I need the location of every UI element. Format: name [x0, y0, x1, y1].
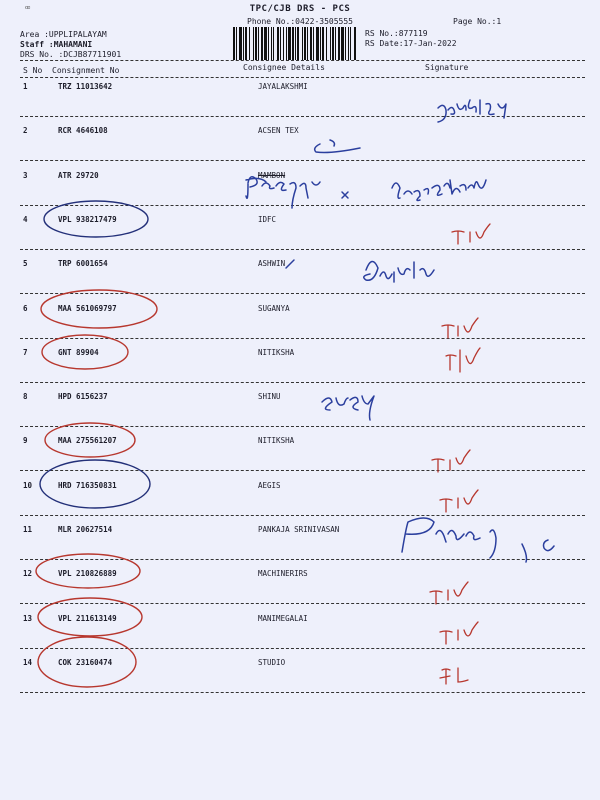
barcode-bar [302, 27, 303, 60]
row-serial-number: 6 [23, 304, 28, 313]
tiv-mark [432, 450, 470, 472]
barcode-bar [322, 27, 324, 60]
row-consignee-name: MAMBON [258, 171, 286, 180]
row-divider [20, 470, 585, 471]
row-consignee-name: MACHINERIRS [258, 569, 308, 578]
table-row [0, 392, 600, 406]
barcode-bar [261, 27, 263, 60]
rs-date: RS Date:17-Jan-2022 [365, 39, 457, 48]
signature-stroke [315, 140, 360, 153]
barcode-bar [249, 27, 250, 60]
row-consignee-name: MANIMEGALAI [258, 614, 308, 623]
table-row [0, 436, 600, 450]
row-divider [20, 293, 585, 294]
row-serial-number: 2 [23, 126, 28, 135]
row-consignment-number: MLR 20627514 [58, 525, 113, 534]
table-row [0, 126, 600, 140]
row-divider [20, 426, 585, 427]
row-serial-number: 11 [23, 525, 33, 534]
row-consignee-name: NITIKSHA [258, 436, 295, 445]
row-serial-number: 1 [23, 82, 28, 91]
barcode-bar [280, 27, 281, 60]
barcode-bar [239, 27, 242, 60]
tiv-mark [430, 582, 468, 604]
barcode-bar [245, 27, 247, 60]
row-consignment-number: VPL 210826889 [58, 569, 117, 578]
table-row [0, 215, 600, 229]
barcode-bar [313, 27, 314, 60]
row-consignment-number: TRP 6001654 [58, 259, 108, 268]
table-row [0, 348, 600, 362]
row-consignee-name: IDFC [258, 215, 277, 224]
barcode-bar [354, 27, 356, 60]
column-header-divider [20, 77, 585, 78]
row-serial-number: 4 [23, 215, 28, 224]
row-serial-number: 14 [23, 658, 33, 667]
rs-number: RS No.:877119 [365, 29, 428, 38]
row-serial-number: 5 [23, 259, 28, 268]
row-divider [20, 160, 585, 161]
staff-label: Staff :MAHAMANI [20, 40, 93, 49]
barcode-bar [338, 27, 340, 60]
column-header-sno: S No [23, 66, 43, 75]
row-consignee-name: SHINU [258, 392, 281, 401]
row-divider [20, 515, 585, 516]
row-consignment-number: ATR 29720 [58, 171, 99, 180]
row-serial-number: 13 [23, 614, 33, 623]
row-serial-number: 8 [23, 392, 28, 401]
barcode-bar [292, 27, 294, 60]
barcode-bar [307, 27, 308, 60]
row-divider [20, 692, 585, 693]
row-consignee-name: PANKAJA SRINIVASAN [258, 525, 340, 534]
row-serial-number: 7 [23, 348, 28, 357]
barcode-bar [233, 27, 235, 60]
page-number: Page No.:1 [453, 17, 502, 26]
barcode-bar [273, 27, 274, 60]
table-row [0, 259, 600, 273]
row-consignee-name: JAYALAKSHMI [258, 82, 308, 91]
barcode-bar [283, 27, 284, 60]
row-consignment-number: COK 23160474 [58, 658, 113, 667]
barcode-bar [348, 27, 349, 60]
barcode-bar [330, 27, 331, 60]
row-divider [20, 603, 585, 604]
barcode-bar [320, 27, 321, 60]
area-label: Area :UPPLIPALAYAM [20, 30, 107, 39]
row-consignee-name: AEGIS [258, 481, 281, 490]
row-consignment-number: VPL 211613149 [58, 614, 117, 623]
barcode-bar [255, 27, 257, 60]
drs-number: DRS No. :DCJB87711901 [20, 50, 122, 59]
row-divider [20, 338, 585, 339]
tiv-mark [442, 318, 478, 338]
barcode-bar [288, 27, 291, 60]
table-row [0, 171, 600, 185]
row-consignment-number: HPD 6156237 [58, 392, 108, 401]
row-divider [20, 249, 585, 250]
barcode-bar [316, 27, 319, 60]
row-divider [20, 559, 585, 560]
row-consignment-number: VPL 938217479 [58, 215, 117, 224]
barcode-bar [286, 27, 287, 60]
barcode-bar [341, 27, 344, 60]
signature-stroke [438, 100, 506, 122]
row-divider [20, 116, 585, 117]
table-row [0, 569, 600, 583]
report-title: TPC/CJB DRS - PCS [249, 4, 351, 14]
barcode-bar [253, 27, 254, 60]
table-row [0, 304, 600, 318]
table-row [0, 481, 600, 495]
row-consignee-name: STUDIO [258, 658, 286, 667]
table-row [0, 82, 600, 96]
barcode-bar [264, 27, 267, 60]
header-divider [20, 60, 585, 61]
barcode-bar [332, 27, 334, 60]
barcode-bar [258, 27, 259, 60]
barcode-bar [345, 27, 346, 60]
barcode-bar [243, 27, 244, 60]
row-consignment-number: TRZ 11013642 [58, 82, 113, 91]
table-row [0, 614, 600, 628]
row-divider [20, 382, 585, 383]
row-serial-number: 9 [23, 436, 28, 445]
row-consignment-number: MAA 275561207 [58, 436, 117, 445]
row-consignment-number: GNT 89904 [58, 348, 99, 357]
barcode-bar [297, 27, 299, 60]
row-serial-number: 3 [23, 171, 28, 180]
row-serial-number: 12 [23, 569, 33, 578]
row-divider [20, 648, 585, 649]
barcode-bar [236, 27, 237, 60]
barcode-bar [271, 27, 272, 60]
row-consignee-name: SUGANYA [258, 304, 290, 313]
barcode [232, 27, 358, 60]
signature-stroke [342, 192, 348, 198]
scan-mark: ꟹ [25, 5, 31, 15]
row-consignee-name: NITIKSHA [258, 348, 295, 357]
row-divider [20, 205, 585, 206]
barcode-bar [326, 27, 327, 60]
row-serial-number: 10 [23, 481, 33, 490]
barcode-bar [304, 27, 306, 60]
row-consignment-number: RCR 4646108 [58, 126, 108, 135]
barcode-bar [295, 27, 296, 60]
phone-number: Phone No.:0422-3505555 [247, 17, 353, 26]
table-row [0, 525, 600, 539]
barcode-bar [277, 27, 279, 60]
barcode-bar [350, 27, 351, 60]
row-consignment-number: HRD 716350831 [58, 481, 117, 490]
barcode-bar [268, 27, 269, 60]
row-consignee-name: ASHWIN [258, 259, 286, 268]
column-header-consignment: Consignment No [52, 66, 120, 75]
barcode-bar [310, 27, 312, 60]
column-header-consignee: Consignee Details [243, 63, 325, 72]
column-header-signature: Signature [425, 63, 469, 72]
table-row [0, 658, 600, 672]
row-consignee-name: ACSEN TEX [258, 126, 299, 135]
barcode-bar [335, 27, 336, 60]
row-consignment-number: MAA 561069797 [58, 304, 117, 313]
